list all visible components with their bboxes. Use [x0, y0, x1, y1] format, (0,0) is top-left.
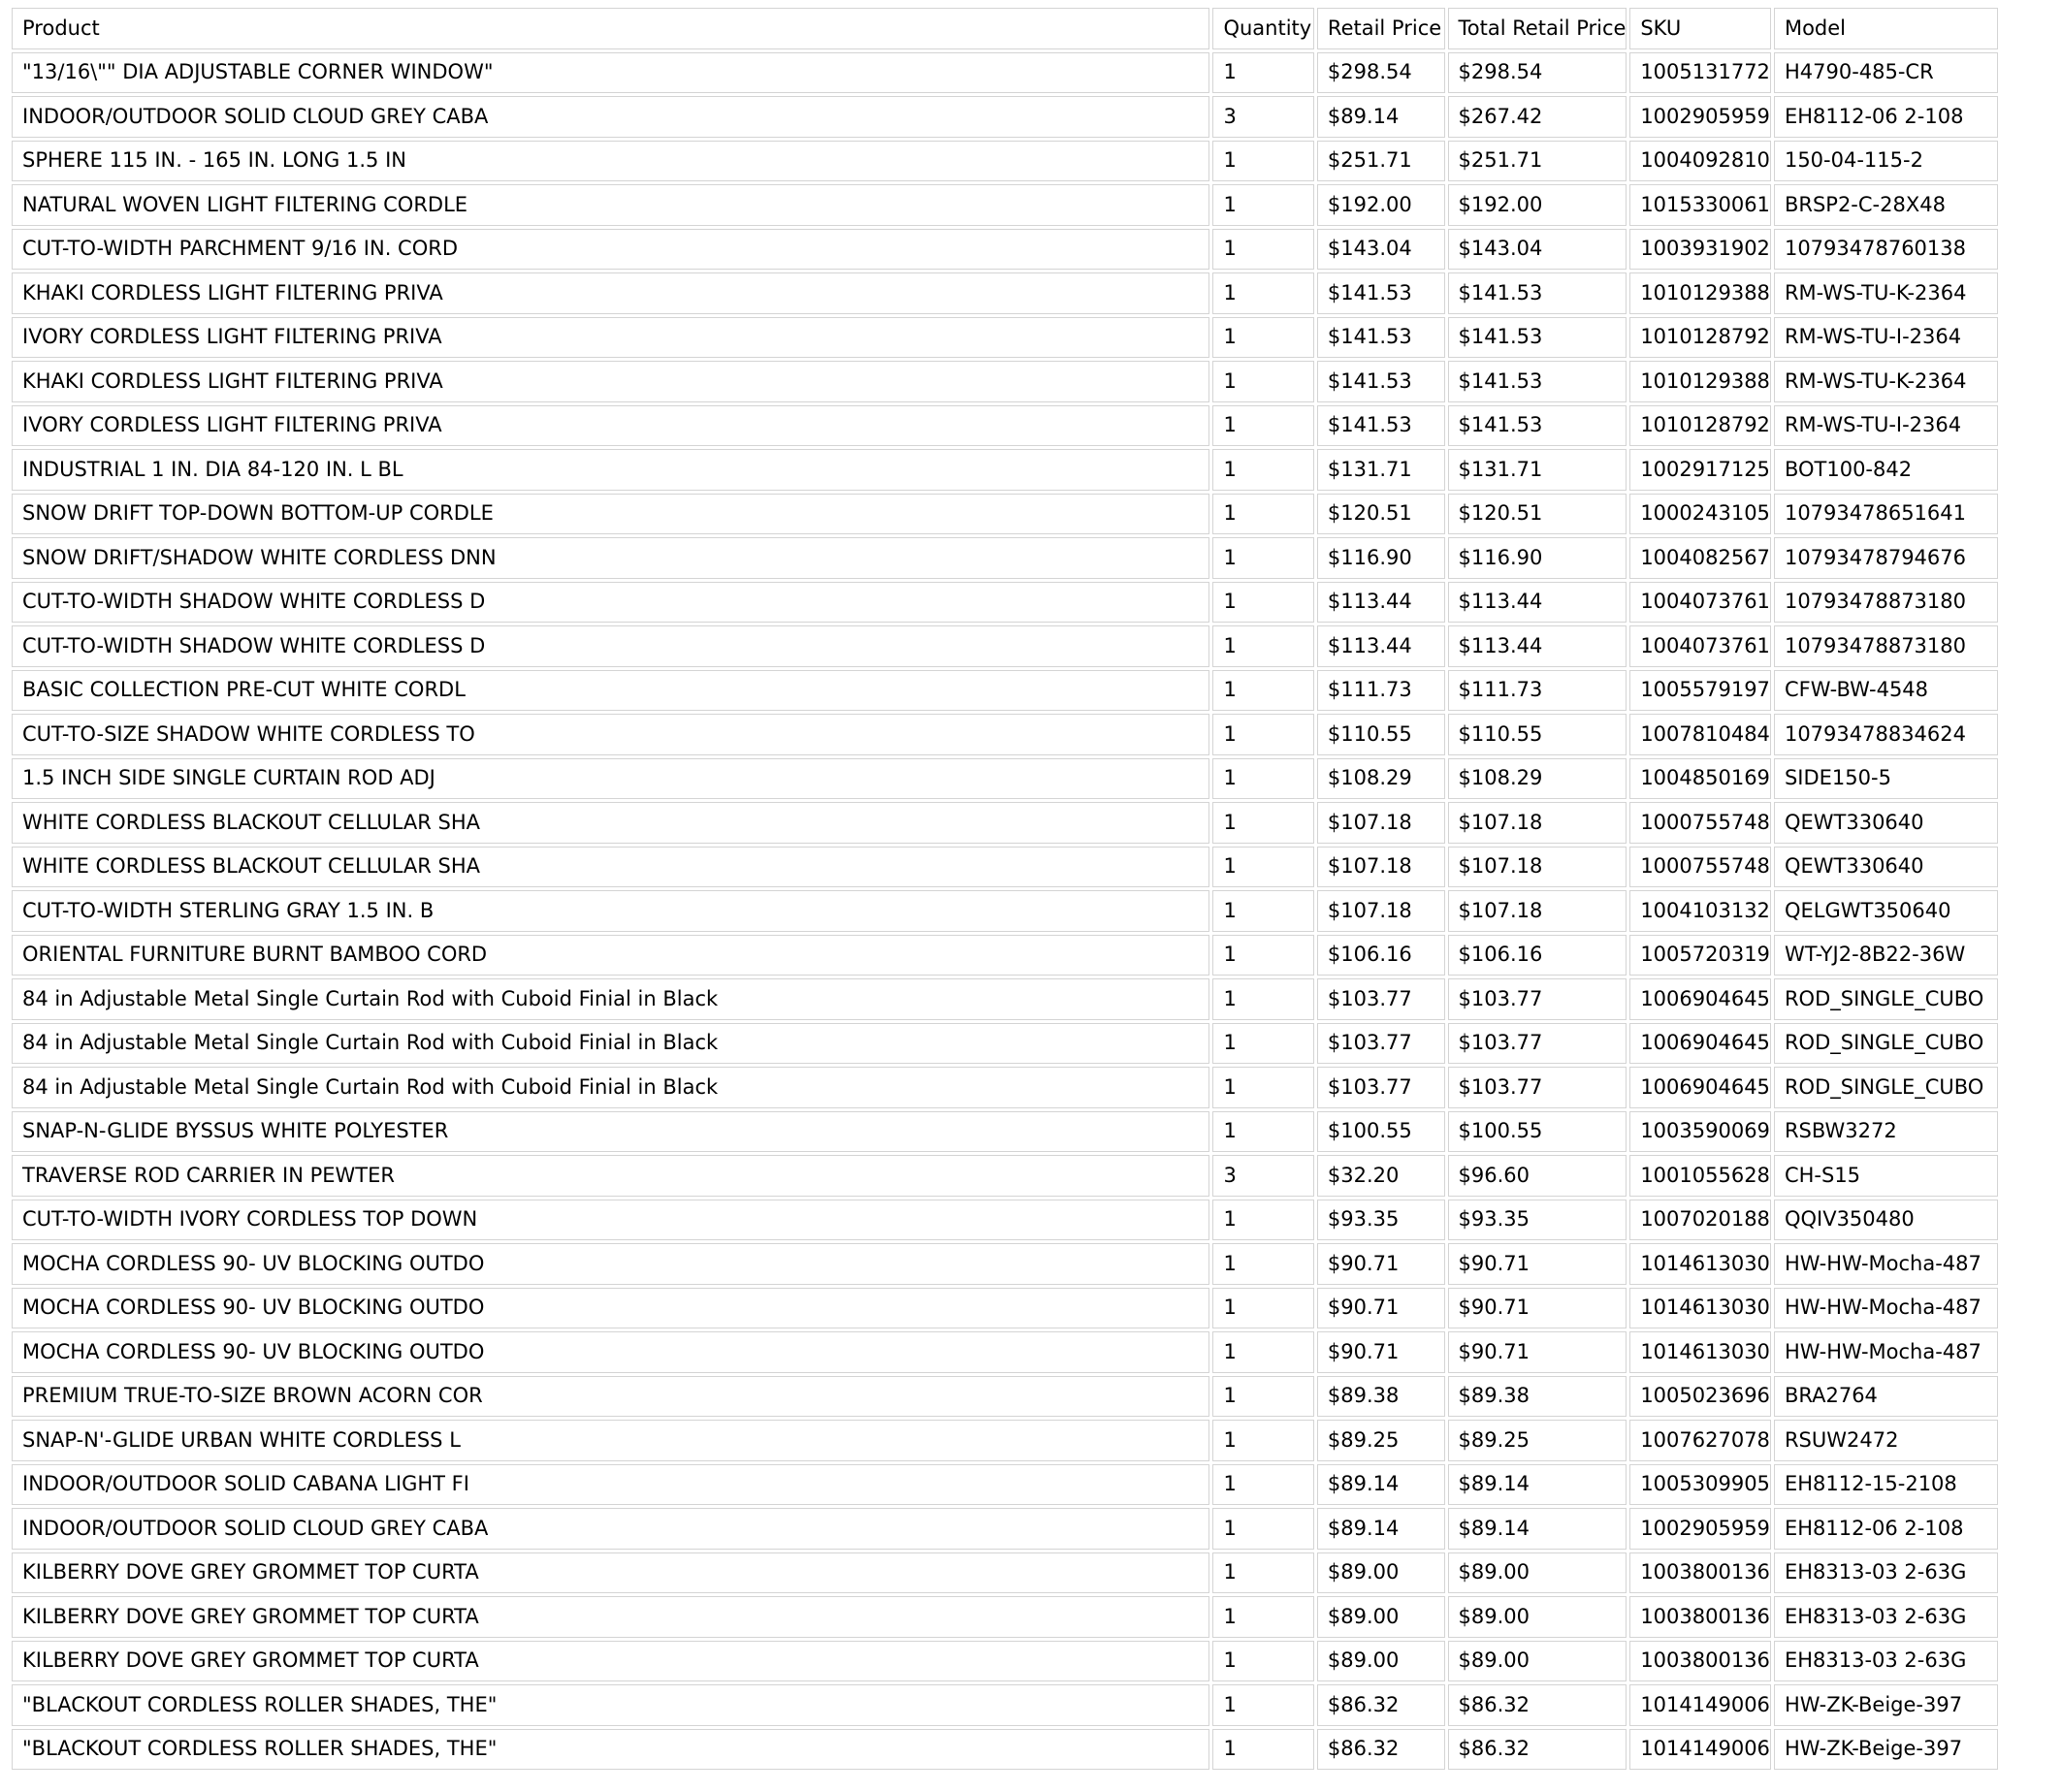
model-cell: QEWT330640 — [1774, 847, 1998, 888]
product-cell: MOCHA CORDLESS 90- UV BLOCKING OUTDO — [12, 1331, 1209, 1373]
table-row — [12, 1288, 1998, 1329]
model-cell: HW-HW-Mocha-487 — [1774, 1288, 1998, 1329]
sku-cell: 1004092810 — [1629, 141, 1771, 182]
total-retail-price-cell: $90.71 — [1448, 1288, 1627, 1329]
product-cell: CUT-TO-WIDTH PARCHMENT 9/16 IN. CORD — [12, 229, 1209, 271]
total-retail-price-cell: $141.53 — [1448, 361, 1627, 402]
product-cell: MOCHA CORDLESS 90- UV BLOCKING OUTDO — [12, 1243, 1209, 1285]
model-cell: BRSP2-C-28X48 — [1774, 184, 1998, 226]
model-cell: RSUW2472 — [1774, 1420, 1998, 1461]
model-cell: CFW-BW-4548 — [1774, 670, 1998, 712]
model-cell: WT-YJ2-8B22-36W — [1774, 935, 1998, 976]
table-row — [12, 229, 1998, 271]
product-cell: BASIC COLLECTION PRE-CUT WHITE CORDL — [12, 670, 1209, 712]
table-row — [12, 1729, 1998, 1771]
table-row — [12, 802, 1998, 844]
quantity-cell: 1 — [1212, 494, 1313, 535]
quantity-cell: 1 — [1212, 890, 1313, 932]
total-retail-price-cell: $141.53 — [1448, 405, 1627, 447]
table-row — [12, 494, 1998, 535]
total-retail-price-cell: $93.35 — [1448, 1200, 1627, 1241]
product-table — [9, 5, 2001, 1773]
table-container — [9, 5, 2001, 1773]
table-row — [12, 537, 1998, 579]
column-header-quantity: Quantity — [1212, 8, 1313, 49]
retail-price-cell: $89.00 — [1317, 1596, 1445, 1638]
product-cell: PREMIUM TRUE-TO-SIZE BROWN ACORN COR — [12, 1376, 1209, 1418]
retail-price-cell: $251.71 — [1317, 141, 1445, 182]
total-retail-price-cell: $131.71 — [1448, 449, 1627, 491]
sku-cell: 1000755748 — [1629, 802, 1771, 844]
sku-cell: 1014613030 — [1629, 1331, 1771, 1373]
total-retail-price-cell: $100.55 — [1448, 1111, 1627, 1153]
table-row — [12, 1464, 1998, 1506]
column-header-total-retail-price: Total Retail Price — [1448, 8, 1627, 49]
retail-price-cell: $90.71 — [1317, 1288, 1445, 1329]
model-cell: ROD_SINGLE_CUBO — [1774, 1023, 1998, 1065]
product-cell: IVORY CORDLESS LIGHT FILTERING PRIVA — [12, 317, 1209, 359]
quantity-cell: 3 — [1212, 96, 1313, 138]
quantity-cell: 1 — [1212, 1200, 1313, 1241]
retail-price-cell: $103.77 — [1317, 978, 1445, 1020]
table-row — [12, 405, 1998, 447]
sku-cell: 1003800136 — [1629, 1596, 1771, 1638]
product-cell: WHITE CORDLESS BLACKOUT CELLULAR SHA — [12, 802, 1209, 844]
total-retail-price-cell: $89.38 — [1448, 1376, 1627, 1418]
total-retail-price-cell: $86.32 — [1448, 1729, 1627, 1771]
model-cell: SIDE150-5 — [1774, 758, 1998, 800]
model-cell: EH8313-03 2-63G — [1774, 1552, 1998, 1594]
product-cell: KHAKI CORDLESS LIGHT FILTERING PRIVA — [12, 272, 1209, 314]
sku-cell: 1010128792 — [1629, 405, 1771, 447]
sku-cell: 1005309905 — [1629, 1464, 1771, 1506]
product-cell: SNOW DRIFT/SHADOW WHITE CORDLESS DNN — [12, 537, 1209, 579]
sku-cell: 1014613030 — [1629, 1288, 1771, 1329]
retail-price-cell: $89.14 — [1317, 1508, 1445, 1550]
product-cell: 84 in Adjustable Metal Single Curtain Rod with Cuboid Finial in Black — [12, 978, 1209, 1020]
sku-cell: 1006904645 — [1629, 1023, 1771, 1065]
retail-price-cell: $93.35 — [1317, 1200, 1445, 1241]
quantity-cell: 1 — [1212, 1641, 1313, 1682]
retail-price-cell: $90.71 — [1317, 1243, 1445, 1285]
table-row — [12, 1155, 1998, 1197]
sku-cell: 1014149006 — [1629, 1684, 1771, 1726]
retail-price-cell: $110.55 — [1317, 714, 1445, 755]
product-cell: CUT-TO-WIDTH SHADOW WHITE CORDLESS D — [12, 582, 1209, 624]
table-row — [12, 449, 1998, 491]
product-cell: SNOW DRIFT TOP-DOWN BOTTOM-UP CORDLE — [12, 494, 1209, 535]
total-retail-price-cell: $89.00 — [1448, 1596, 1627, 1638]
model-cell: RM-WS-TU-I-2364 — [1774, 317, 1998, 359]
total-retail-price-cell: $89.25 — [1448, 1420, 1627, 1461]
product-cell: SNAP-N'-GLIDE URBAN WHITE CORDLESS L — [12, 1420, 1209, 1461]
sku-cell: 1004103132 — [1629, 890, 1771, 932]
product-cell: SNAP-N-GLIDE BYSSUS WHITE POLYESTER — [12, 1111, 1209, 1153]
model-cell: EH8112-15-2108 — [1774, 1464, 1998, 1506]
model-cell: H4790-485-CR — [1774, 52, 1998, 94]
total-retail-price-cell: $298.54 — [1448, 52, 1627, 94]
sku-cell: 1007627078 — [1629, 1420, 1771, 1461]
table-row — [12, 361, 1998, 402]
sku-cell: 1004073761 — [1629, 625, 1771, 667]
sku-cell: 1007020188 — [1629, 1200, 1771, 1241]
total-retail-price-cell: $116.90 — [1448, 537, 1627, 579]
quantity-cell: 1 — [1212, 317, 1313, 359]
model-cell: QQIV350480 — [1774, 1200, 1998, 1241]
retail-price-cell: $192.00 — [1317, 184, 1445, 226]
retail-price-cell: $107.18 — [1317, 890, 1445, 932]
sku-cell: 1003590069 — [1629, 1111, 1771, 1153]
retail-price-cell: $89.14 — [1317, 1464, 1445, 1506]
sku-cell: 1007810484 — [1629, 714, 1771, 755]
total-retail-price-cell: $103.77 — [1448, 1023, 1627, 1065]
quantity-cell: 1 — [1212, 1331, 1313, 1373]
model-cell: RM-WS-TU-I-2364 — [1774, 405, 1998, 447]
sku-cell: 1003931902 — [1629, 229, 1771, 271]
model-cell: 10793478794676 — [1774, 537, 1998, 579]
table-row — [12, 317, 1998, 359]
retail-price-cell: $103.77 — [1317, 1023, 1445, 1065]
retail-price-cell: $86.32 — [1317, 1729, 1445, 1771]
table-row — [12, 52, 1998, 94]
quantity-cell: 1 — [1212, 1023, 1313, 1065]
table-row — [12, 184, 1998, 226]
product-cell: 1.5 INCH SIDE SINGLE CURTAIN ROD ADJ — [12, 758, 1209, 800]
table-row — [12, 847, 1998, 888]
retail-price-cell: $141.53 — [1317, 272, 1445, 314]
product-cell: ORIENTAL FURNITURE BURNT BAMBOO CORD — [12, 935, 1209, 976]
sku-cell: 1014149006 — [1629, 1729, 1771, 1771]
model-cell: 10793478873180 — [1774, 582, 1998, 624]
model-cell: 150-04-115-2 — [1774, 141, 1998, 182]
quantity-cell: 1 — [1212, 405, 1313, 447]
total-retail-price-cell: $107.18 — [1448, 847, 1627, 888]
table-row — [12, 141, 1998, 182]
total-retail-price-cell: $141.53 — [1448, 272, 1627, 314]
model-cell: EH8313-03 2-63G — [1774, 1596, 1998, 1638]
product-cell: INDUSTRIAL 1 IN. DIA 84-120 IN. L BL — [12, 449, 1209, 491]
sku-cell: 1000755748 — [1629, 847, 1771, 888]
retail-price-cell: $113.44 — [1317, 582, 1445, 624]
total-retail-price-cell: $110.55 — [1448, 714, 1627, 755]
total-retail-price-cell: $141.53 — [1448, 317, 1627, 359]
quantity-cell: 1 — [1212, 1552, 1313, 1594]
quantity-cell: 1 — [1212, 141, 1313, 182]
total-retail-price-cell: $108.29 — [1448, 758, 1627, 800]
model-cell: EH8313-03 2-63G — [1774, 1641, 1998, 1682]
model-cell: RSBW3272 — [1774, 1111, 1998, 1153]
product-cell: "13/16\"" DIA ADJUSTABLE CORNER WINDOW" — [12, 52, 1209, 94]
sku-cell: 1001055628 — [1629, 1155, 1771, 1197]
quantity-cell: 1 — [1212, 1729, 1313, 1771]
sku-cell: 1005720319 — [1629, 935, 1771, 976]
model-cell: 10793478834624 — [1774, 714, 1998, 755]
model-cell: EH8112-06 2-108 — [1774, 96, 1998, 138]
retail-price-cell: $89.00 — [1317, 1552, 1445, 1594]
model-cell: ROD_SINGLE_CUBO — [1774, 978, 1998, 1020]
table-row — [12, 96, 1998, 138]
product-cell: CUT-TO-WIDTH IVORY CORDLESS TOP DOWN — [12, 1200, 1209, 1241]
retail-price-cell: $108.29 — [1317, 758, 1445, 800]
total-retail-price-cell: $192.00 — [1448, 184, 1627, 226]
model-cell: HW-HW-Mocha-487 — [1774, 1331, 1998, 1373]
quantity-cell: 1 — [1212, 184, 1313, 226]
model-cell: RM-WS-TU-K-2364 — [1774, 272, 1998, 314]
sku-cell: 1006904645 — [1629, 1067, 1771, 1108]
table-row — [12, 582, 1998, 624]
total-retail-price-cell: $86.32 — [1448, 1684, 1627, 1726]
quantity-cell: 1 — [1212, 935, 1313, 976]
sku-cell: 1010129388 — [1629, 272, 1771, 314]
retail-price-cell: $89.00 — [1317, 1641, 1445, 1682]
retail-price-cell: $143.04 — [1317, 229, 1445, 271]
product-cell: INDOOR/OUTDOOR SOLID CLOUD GREY CABA — [12, 1508, 1209, 1550]
quantity-cell: 1 — [1212, 1243, 1313, 1285]
table-row — [12, 1420, 1998, 1461]
quantity-cell: 1 — [1212, 1067, 1313, 1108]
sku-cell: 1010128792 — [1629, 317, 1771, 359]
table-row — [12, 1684, 1998, 1726]
quantity-cell: 1 — [1212, 1596, 1313, 1638]
quantity-cell: 1 — [1212, 582, 1313, 624]
table-row — [12, 714, 1998, 755]
total-retail-price-cell: $113.44 — [1448, 625, 1627, 667]
table-row — [12, 1508, 1998, 1550]
total-retail-price-cell: $107.18 — [1448, 802, 1627, 844]
column-header-sku: SKU — [1629, 8, 1771, 49]
table-row — [12, 1067, 1998, 1108]
quantity-cell: 1 — [1212, 361, 1313, 402]
product-cell: KILBERRY DOVE GREY GROMMET TOP CURTA — [12, 1552, 1209, 1594]
retail-price-cell: $298.54 — [1317, 52, 1445, 94]
sku-cell: 1004082567 — [1629, 537, 1771, 579]
quantity-cell: 1 — [1212, 537, 1313, 579]
product-cell: KILBERRY DOVE GREY GROMMET TOP CURTA — [12, 1596, 1209, 1638]
model-cell: 10793478651641 — [1774, 494, 1998, 535]
retail-price-cell: $89.25 — [1317, 1420, 1445, 1461]
quantity-cell: 1 — [1212, 229, 1313, 271]
sku-cell: 1005131772 — [1629, 52, 1771, 94]
product-cell: KILBERRY DOVE GREY GROMMET TOP CURTA — [12, 1641, 1209, 1682]
table-row — [12, 272, 1998, 314]
product-cell: 84 in Adjustable Metal Single Curtain Rod with Cuboid Finial in Black — [12, 1023, 1209, 1065]
product-cell: 84 in Adjustable Metal Single Curtain Rod with Cuboid Finial in Black — [12, 1067, 1209, 1108]
table-row — [12, 1243, 1998, 1285]
table-row — [12, 978, 1998, 1020]
retail-price-cell: $107.18 — [1317, 802, 1445, 844]
table-row — [12, 1641, 1998, 1682]
retail-price-cell: $111.73 — [1317, 670, 1445, 712]
quantity-cell: 1 — [1212, 847, 1313, 888]
retail-price-cell: $141.53 — [1317, 405, 1445, 447]
sku-cell: 1005579197 — [1629, 670, 1771, 712]
quantity-cell: 1 — [1212, 272, 1313, 314]
sku-cell: 1000243105 — [1629, 494, 1771, 535]
retail-price-cell: $141.53 — [1317, 361, 1445, 402]
product-cell: SPHERE 115 IN. - 165 IN. LONG 1.5 IN — [12, 141, 1209, 182]
product-cell: INDOOR/OUTDOOR SOLID CABANA LIGHT FI — [12, 1464, 1209, 1506]
table-row — [12, 1552, 1998, 1594]
model-cell: RM-WS-TU-K-2364 — [1774, 361, 1998, 402]
table-row — [12, 1376, 1998, 1418]
model-cell: HW-ZK-Beige-397 — [1774, 1684, 1998, 1726]
model-cell: QEWT330640 — [1774, 802, 1998, 844]
retail-price-cell: $89.14 — [1317, 96, 1445, 138]
quantity-cell: 1 — [1212, 1420, 1313, 1461]
total-retail-price-cell: $89.14 — [1448, 1508, 1627, 1550]
model-cell: CH-S15 — [1774, 1155, 1998, 1197]
column-header-model: Model — [1774, 8, 1998, 49]
table-row — [12, 890, 1998, 932]
product-cell: WHITE CORDLESS BLACKOUT CELLULAR SHA — [12, 847, 1209, 888]
retail-price-cell: $32.20 — [1317, 1155, 1445, 1197]
total-retail-price-cell: $120.51 — [1448, 494, 1627, 535]
product-cell: IVORY CORDLESS LIGHT FILTERING PRIVA — [12, 405, 1209, 447]
product-cell: CUT-TO-SIZE SHADOW WHITE CORDLESS TO — [12, 714, 1209, 755]
total-retail-price-cell: $96.60 — [1448, 1155, 1627, 1197]
sku-cell: 1002917125 — [1629, 449, 1771, 491]
sku-cell: 1003800136 — [1629, 1552, 1771, 1594]
quantity-cell: 1 — [1212, 802, 1313, 844]
model-cell: BOT100-842 — [1774, 449, 1998, 491]
retail-price-cell: $103.77 — [1317, 1067, 1445, 1108]
quantity-cell: 1 — [1212, 52, 1313, 94]
total-retail-price-cell: $106.16 — [1448, 935, 1627, 976]
retail-price-cell: $90.71 — [1317, 1331, 1445, 1373]
model-cell: HW-ZK-Beige-397 — [1774, 1729, 1998, 1771]
product-cell: INDOOR/OUTDOOR SOLID CLOUD GREY CABA — [12, 96, 1209, 138]
model-cell: QELGWT350640 — [1774, 890, 1998, 932]
model-cell: BRA2764 — [1774, 1376, 1998, 1418]
quantity-cell: 1 — [1212, 449, 1313, 491]
quantity-cell: 1 — [1212, 1508, 1313, 1550]
quantity-cell: 1 — [1212, 978, 1313, 1020]
retail-price-cell: $107.18 — [1317, 847, 1445, 888]
sku-cell: 1004073761 — [1629, 582, 1771, 624]
model-cell: HW-HW-Mocha-487 — [1774, 1243, 1998, 1285]
quantity-cell: 1 — [1212, 670, 1313, 712]
total-retail-price-cell: $267.42 — [1448, 96, 1627, 138]
retail-price-cell: $120.51 — [1317, 494, 1445, 535]
quantity-cell: 1 — [1212, 714, 1313, 755]
product-cell: TRAVERSE ROD CARRIER IN PEWTER — [12, 1155, 1209, 1197]
total-retail-price-cell: $103.77 — [1448, 1067, 1627, 1108]
retail-price-cell: $106.16 — [1317, 935, 1445, 976]
sku-cell: 1002905959 — [1629, 96, 1771, 138]
total-retail-price-cell: $89.00 — [1448, 1641, 1627, 1682]
quantity-cell: 3 — [1212, 1155, 1313, 1197]
model-cell: 10793478873180 — [1774, 625, 1998, 667]
sku-cell: 1002905959 — [1629, 1508, 1771, 1550]
table-row — [12, 758, 1998, 800]
product-cell: NATURAL WOVEN LIGHT FILTERING CORDLE — [12, 184, 1209, 226]
total-retail-price-cell: $251.71 — [1448, 141, 1627, 182]
total-retail-price-cell: $90.71 — [1448, 1331, 1627, 1373]
total-retail-price-cell: $111.73 — [1448, 670, 1627, 712]
sku-cell: 1015330061 — [1629, 184, 1771, 226]
table-header-row — [12, 8, 1998, 49]
product-cell: "BLACKOUT CORDLESS ROLLER SHADES, THE" — [12, 1729, 1209, 1771]
table-row — [12, 1023, 1998, 1065]
table-row — [12, 1331, 1998, 1373]
total-retail-price-cell: $103.77 — [1448, 978, 1627, 1020]
table-row — [12, 1596, 1998, 1638]
product-cell: MOCHA CORDLESS 90- UV BLOCKING OUTDO — [12, 1288, 1209, 1329]
quantity-cell: 1 — [1212, 1376, 1313, 1418]
quantity-cell: 1 — [1212, 1111, 1313, 1153]
retail-price-cell: $116.90 — [1317, 537, 1445, 579]
table-row — [12, 935, 1998, 976]
product-cell: "BLACKOUT CORDLESS ROLLER SHADES, THE" — [12, 1684, 1209, 1726]
sku-cell: 1014613030 — [1629, 1243, 1771, 1285]
retail-price-cell: $100.55 — [1317, 1111, 1445, 1153]
retail-price-cell: $89.38 — [1317, 1376, 1445, 1418]
sku-cell: 1005023696 — [1629, 1376, 1771, 1418]
product-cell: CUT-TO-WIDTH SHADOW WHITE CORDLESS D — [12, 625, 1209, 667]
quantity-cell: 1 — [1212, 1288, 1313, 1329]
sku-cell: 1010129388 — [1629, 361, 1771, 402]
model-cell: ROD_SINGLE_CUBO — [1774, 1067, 1998, 1108]
retail-price-cell: $86.32 — [1317, 1684, 1445, 1726]
sku-cell: 1004850169 — [1629, 758, 1771, 800]
total-retail-price-cell: $107.18 — [1448, 890, 1627, 932]
sku-cell: 1006904645 — [1629, 978, 1771, 1020]
total-retail-price-cell: $90.71 — [1448, 1243, 1627, 1285]
product-cell: CUT-TO-WIDTH STERLING GRAY 1.5 IN. B — [12, 890, 1209, 932]
total-retail-price-cell: $113.44 — [1448, 582, 1627, 624]
quantity-cell: 1 — [1212, 1684, 1313, 1726]
column-header-retail-price: Retail Price — [1317, 8, 1445, 49]
quantity-cell: 1 — [1212, 758, 1313, 800]
model-cell: EH8112-06 2-108 — [1774, 1508, 1998, 1550]
table-row — [12, 625, 1998, 667]
retail-price-cell: $141.53 — [1317, 317, 1445, 359]
product-cell: KHAKI CORDLESS LIGHT FILTERING PRIVA — [12, 361, 1209, 402]
retail-price-cell: $131.71 — [1317, 449, 1445, 491]
table-row — [12, 670, 1998, 712]
column-header-product: Product — [12, 8, 1209, 49]
total-retail-price-cell: $89.00 — [1448, 1552, 1627, 1594]
total-retail-price-cell: $143.04 — [1448, 229, 1627, 271]
quantity-cell: 1 — [1212, 1464, 1313, 1506]
quantity-cell: 1 — [1212, 625, 1313, 667]
model-cell: 10793478760138 — [1774, 229, 1998, 271]
table-body — [12, 52, 1998, 1771]
table-row — [12, 1200, 1998, 1241]
sku-cell: 1003800136 — [1629, 1641, 1771, 1682]
total-retail-price-cell: $89.14 — [1448, 1464, 1627, 1506]
retail-price-cell: $113.44 — [1317, 625, 1445, 667]
table-row — [12, 1111, 1998, 1153]
